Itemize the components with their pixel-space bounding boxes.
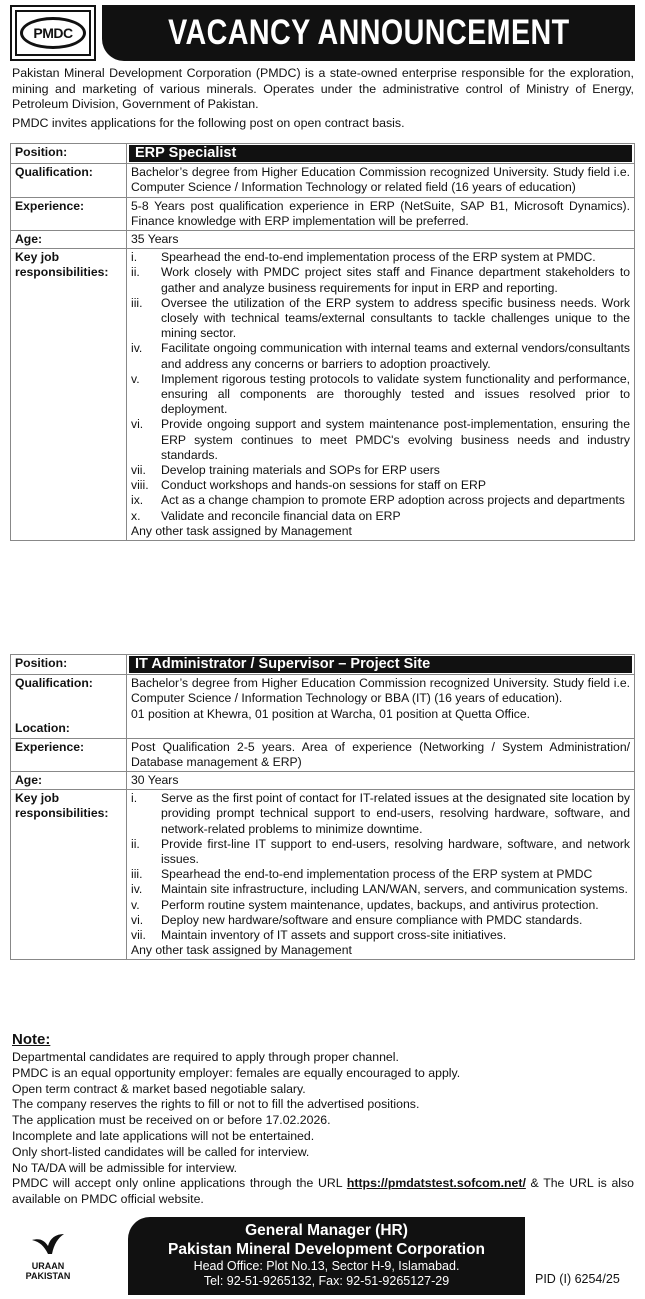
responsibility-item	[131, 341, 630, 371]
row-qualification	[11, 164, 635, 197]
label-location: Location:	[15, 721, 70, 736]
responsibilities-list	[131, 791, 630, 943]
responsibility-text: Conduct workshops and hands-on sessions for staff on ERP	[161, 478, 486, 493]
responsibility-item	[131, 791, 630, 837]
responsibility-text: Work closely with PMDC project sites staff and Finance department stakeholders to gather and analyze business requirements for input in ERP and reporting.	[161, 265, 630, 295]
responsibility-item	[131, 296, 630, 342]
responsibility-item	[131, 509, 630, 524]
experience-value: 5-8 Years post qualification experience in ERP (NetSuite, SAP B1, Microsoft Dynamics). Finance knowledge with ERP implementation will be preferred.	[127, 197, 635, 230]
responsibility-item	[131, 493, 630, 508]
note-item: Incomplete and late applications will not be entertained.	[12, 1128, 315, 1143]
responsibility-number: v.	[131, 371, 140, 386]
responsibility-text: Provide first-line IT support to end-users, resolving hardware, software, and network issues.	[161, 836, 630, 867]
responsibility-text: Act as a change champion to promote ERP adoption across projects and departments	[161, 493, 625, 508]
responsibility-number: viii.	[131, 478, 149, 493]
footer-contact-box	[128, 1217, 525, 1295]
responsibility-item	[131, 265, 630, 295]
announcement-title: VACANCY ANNOUNCEMENT	[167, 13, 570, 52]
note-item: Departmental candidates are required to apply through proper channel.	[12, 1050, 399, 1064]
head-office-address: Head Office: Plot No.13, Sector H-9, Islamabad.	[193, 1259, 460, 1273]
responsibility-number: i.	[131, 250, 138, 265]
other-task: Any other task assigned by Management	[131, 943, 352, 958]
responsibility-text: Maintain site infrastructure, including LAN/WAN, servers, and communication systems.	[161, 882, 628, 897]
note-online-application: PMDC will accept only online applications through the URL https://pmdatstest.sofcom.net/ & The URL is also available on PMDC official website.	[12, 1176, 634, 1207]
responsibility-text: Develop training materials and SOPs for ERP users	[161, 463, 440, 478]
note-item: Only short-listed candidates will be called for interview.	[12, 1144, 310, 1159]
responsibility-number: iv.	[131, 882, 143, 897]
responsibility-number: vi.	[131, 912, 144, 927]
responsibility-text: Deploy new hardware/software and ensure compliance with PMDC standards.	[161, 912, 583, 927]
experience-value: Post Qualification 2-5 years. Area of experience (Networking / System Administration/ Database management & ERP)	[127, 738, 635, 771]
qualification-value: Bachelor’s degree from Higher Education Commission recognized University. Study field i.e. Computer Science / Information Technology or related field (16 years of education)	[127, 164, 635, 197]
intro	[12, 66, 634, 131]
responsibility-item	[131, 417, 630, 463]
organization-name: Pakistan Mineral Development Corporation	[168, 1241, 485, 1258]
responsibility-text: Oversee the utilization of the ERP system to address specific business needs. Work closely with technical teams/external consultants to tackle challenges unique to the mining sector.	[161, 295, 630, 341]
label-responsibilities: Key job responsibilities:	[11, 790, 127, 960]
responsibility-text: Spearhead the end-to-end implementation process of the ERP system at PMDC	[161, 867, 593, 882]
header	[10, 5, 635, 61]
row-position	[11, 144, 635, 164]
uraan-pakistan-logo: URAAN PAKISTAN	[14, 1232, 82, 1292]
responsibility-number: vii.	[131, 928, 146, 943]
responsibility-item	[131, 882, 630, 897]
pmdc-logo	[10, 5, 96, 61]
responsibility-text: Perform routine system maintenance, updates, backups, and antivirus protection.	[161, 897, 599, 912]
age-value: 35 Years	[127, 231, 635, 249]
responsibility-item	[131, 898, 630, 913]
row-experience	[11, 738, 635, 771]
responsibility-item	[131, 478, 630, 493]
label-position: Position:	[11, 655, 127, 675]
responsibility-number: v.	[131, 897, 140, 912]
responsibility-text: Implement rigorous testing protocols to validate system functionality and performance, ensuring all components are thoroughly tested and issues resolved prior to deployment.	[161, 371, 630, 417]
responsibility-number: vi.	[131, 417, 144, 432]
responsibility-text: Serve as the first point of contact for IT-related issues at the designated site location by providing prompt technical support to end-users, resolving hardware, software, and network-related problems to minimize downtime.	[161, 791, 630, 836]
note-item: Open term contract & market based negotiable salary.	[12, 1081, 306, 1096]
responsibility-number: i.	[131, 791, 138, 806]
note-item: No TA/DA will be admissible for interview.	[12, 1160, 238, 1175]
label-experience: Experience:	[11, 197, 127, 230]
row-qualification	[11, 675, 635, 738]
announcement-title-bar	[102, 5, 635, 61]
row-responsibilities	[11, 249, 635, 541]
note-item: The application must be received on or before 17.02.2026.	[12, 1113, 331, 1128]
pmdc-logo-text: PMDC	[20, 17, 86, 49]
bird-icon	[28, 1232, 68, 1256]
intro-paragraph: Pakistan Mineral Development Corporation (PMDC) is a state-owned enterprise responsible for the exploration, mining and marketing of various minerals. Operates under the administrative control of Ministry of Energy, Petroleum Division, Government of Pakistan.	[12, 66, 634, 111]
responsibility-number: ix.	[131, 493, 144, 508]
responsibility-item	[131, 913, 630, 928]
responsibility-text: Validate and reconcile financial data on ERP	[161, 508, 401, 523]
telephone-fax: Tel: 92-51-9265132, Fax: 92-51-9265127-29	[203, 1274, 450, 1288]
note-title: Note:	[12, 1031, 51, 1048]
pid-number: PID (I) 6254/25	[535, 1272, 620, 1286]
responsibility-item	[131, 372, 630, 418]
position-title: IT Administrator / Supervisor – Project Site	[129, 656, 632, 673]
post-erp-specialist	[10, 143, 635, 541]
qualification-value: Bachelor’s degree from Higher Education Commission recognized University. Study field i.e. Computer Science / Information Technology or BBA (IT) (16 years of education).	[131, 676, 630, 706]
responsibility-number: x.	[131, 508, 141, 523]
responsibility-item	[131, 867, 630, 882]
responsibility-number: ii.	[131, 836, 140, 851]
general-manager-hr: General Manager (HR)	[245, 1222, 408, 1239]
label-age: Age:	[11, 772, 127, 790]
row-position	[11, 655, 635, 675]
row-age	[11, 231, 635, 249]
post-it-administrator	[10, 654, 635, 960]
row-age	[11, 772, 635, 790]
other-task: Any other task assigned by Management	[131, 523, 352, 538]
note-item: PMDC is an equal opportunity employer: females are equally encouraged to apply.	[12, 1065, 461, 1080]
label-qualification: Qualification:	[11, 164, 127, 197]
label-qualification: Qualification:	[15, 676, 93, 691]
responsibility-number: iii.	[131, 295, 143, 310]
label-responsibilities: Key job responsibilities:	[11, 249, 127, 541]
location-value: 01 position at Khewra, 01 position at Warcha, 01 position at Quetta Office.	[131, 706, 531, 721]
responsibility-number: iii.	[131, 867, 143, 882]
responsibility-item	[131, 837, 630, 867]
responsibility-item	[131, 928, 630, 943]
responsibility-text: Maintain inventory of IT assets and support cross-site initiatives.	[161, 928, 507, 943]
application-url-link[interactable]: https://pmdatstest.sofcom.net/	[346, 1176, 526, 1191]
row-responsibilities	[11, 790, 635, 960]
responsibility-item	[131, 463, 630, 478]
notes-list	[12, 1050, 634, 1208]
label-experience: Experience:	[11, 738, 127, 771]
responsibility-number: ii.	[131, 265, 140, 280]
position-title: ERP Specialist	[129, 145, 632, 162]
responsibilities-list	[131, 250, 630, 524]
age-value: 30 Years	[127, 772, 635, 790]
responsibility-number: iv.	[131, 341, 143, 356]
responsibility-number: vii.	[131, 463, 146, 478]
note-item: The company reserves the rights to fill or not to fill the advertised positions.	[12, 1097, 420, 1112]
label-position: Position:	[11, 144, 127, 164]
responsibility-text: Spearhead the end-to-end implementation process of the ERP system at PMDC.	[161, 250, 596, 265]
responsibility-item	[131, 250, 630, 265]
invite-text: PMDC invites applications for the following post on open contract basis.	[12, 115, 405, 130]
responsibility-text: Facilitate ongoing communication with internal teams and external vendors/consultants and address any concerns or barriers to adoption proactively.	[161, 341, 630, 371]
responsibility-text: Provide ongoing support and system maintenance post-implementation, ensuring the ERP system continues to meet PMDC's evolving business needs and industry standards.	[161, 417, 630, 462]
row-experience	[11, 197, 635, 230]
label-age: Age:	[11, 231, 127, 249]
